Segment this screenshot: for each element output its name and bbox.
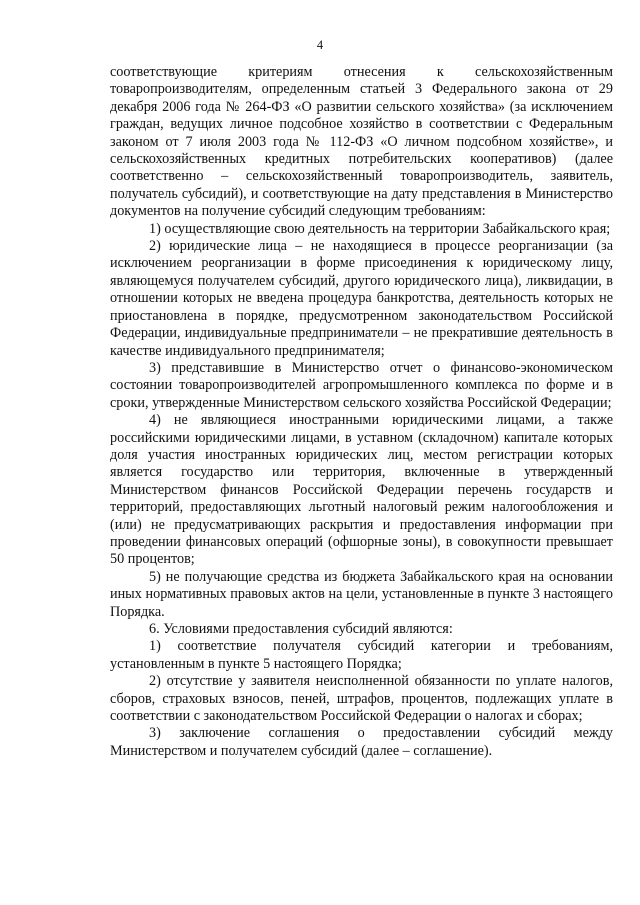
paragraph-condition-2: 2) отсутствие у заявителя неисполненной обязанности по уплате налогов, сборов, страховых взносов, пеней, штрафов, процентов, подлежащих уплате в соответствии с законодательством Российской Федерации о налогах и сборах; xyxy=(110,673,613,725)
paragraph-condition-1: 1) соответствие получателя субсидий категории и требованиям, установленным в пункте 5 настоящего Порядка; xyxy=(110,638,613,672)
paragraph-item-4: 4) не являющиеся иностранными юридическими лицами, а также российскими юридическими лицами, в уставном (складочном) капитале которых доля участия иностранных юридических лиц, местом регистрации которых является государство или территория, включенные в утвержденный Министерством финансов Российской Федерации перечень государств и территорий, предоставляющих льготный налоговый режим налогообложения и (или) не предусматривающих раскрытия и предоставления информации при проведении финансовых операций (офшорные зоны), в совокупности превышает 50 процентов; xyxy=(110,412,613,568)
paragraph-item-5: 5) не получающие средства из бюджета Забайкальского края на основании иных нормативных правовых актов на цели, установленные в пункте 3 настоящего Порядка. xyxy=(110,568,613,620)
paragraph-continuation: соответствующие критериям отнесения к сельскохозяйственным товаропроизводителям, определенным статьей 3 Федерального закона от 29 декабря 2006 года № 264-ФЗ «О развитии сельского хозяйства» (за исключением граждан, ведущих личное подсобное хозяйство в соответствии с Федеральным законом от 7 июля 2003 года № 112-ФЗ «О личном подсобном хозяйстве», и сельскохозяйственных кредитных потребительских кооперативов) (далее соответственно – сельскохозяйственный товаропроизводитель, заявитель, получатель субсидий), и соответствующие на дату представления в Министерство документов на получение субсидий следующим требованиям: xyxy=(110,64,613,220)
paragraph-condition-3: 3) заключение соглашения о предоставлении субсидий между Министерством и получателем субсидий (далее – соглашение). xyxy=(110,725,613,759)
paragraph-item-3: 3) представившие в Министерство отчет о финансово-экономическом состоянии товаропроизводителей агропромышленного комплекса по форме и в сроки, утвержденные Министерством сельского хозяйства Российской Федерации; xyxy=(110,359,613,411)
paragraph-section-6: 6. Условиями предоставления субсидий являются: xyxy=(149,621,453,637)
document-body xyxy=(110,64,613,760)
paragraph-item-2: 2) юридические лица – не находящиеся в процессе реорганизации (за исключением реорганизации в форме присоединения к юридическому лицу, являющемуся получателем субсидий, другого юридического лица), ликвидации, в отношении которых не введена процедура банкротства, деятельность которых не приостановлена в порядке, предусмотренном законодательством Российской Федерации, индивидуальные предприниматели – не прекратившие деятельность в качестве индивидуального предпринимателя; xyxy=(110,238,613,359)
paragraph-item-1: 1) осуществляющие свою деятельность на территории Забайкальского края; xyxy=(149,220,611,237)
page-number: 4 xyxy=(316,38,324,52)
